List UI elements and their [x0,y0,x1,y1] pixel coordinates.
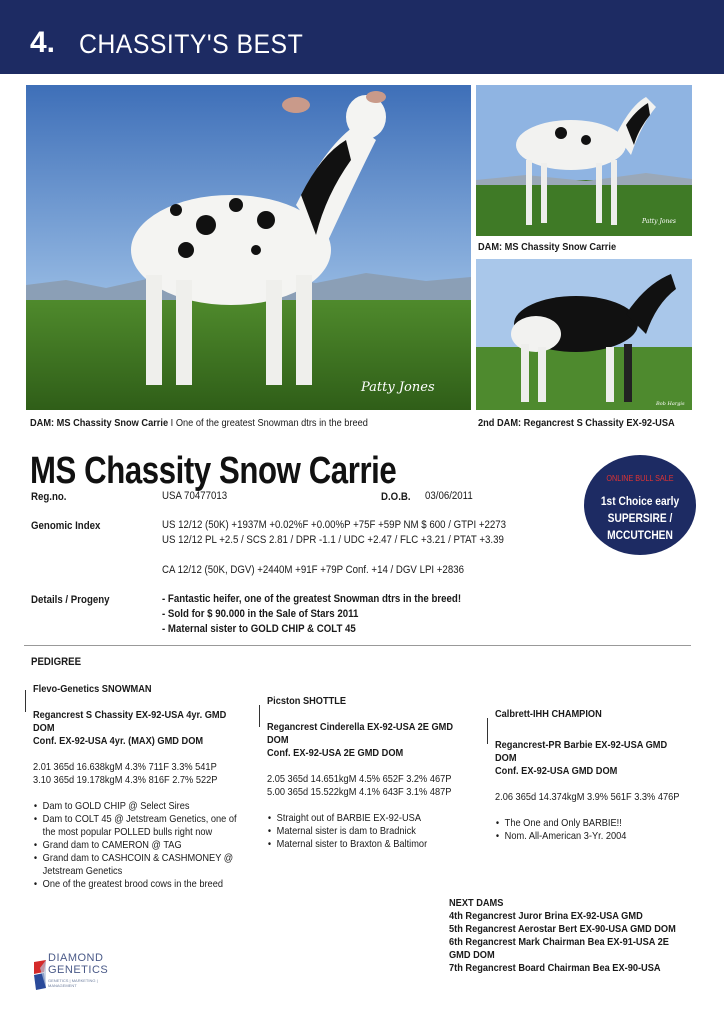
pedigree-bullet: • Nom. All-American 3-Yr. 2004 [495,830,684,843]
pedigree-bullet: • Straight out of BARBIE EX-92-USA [267,812,465,825]
details-label: Details / Progeny [31,594,110,606]
dob-value: 03/06/2011 [425,490,473,502]
logo-text: GENETICS [48,964,109,976]
second-dam-photo-caption [478,417,675,429]
pedigree-sire: Flevo-Genetics SNOWMAN [33,683,152,695]
section-number: 4. [30,26,56,59]
section-title: CHASSITY'S BEST [79,29,304,59]
pedigree-bullet: • Dam to COLT 45 @ Jetstream Genetics, one of the most popular POLLED bulls right now [33,813,240,839]
pedigree-connector [25,690,26,712]
pedigree-bullet: • Maternal sister to Braxton & Baltimor [267,838,465,851]
dam-photo [476,85,692,236]
pedigree-record: 2.05 365d 14.651kgM 4.5% 652F 3.2% 467P [267,773,452,785]
pedigree-dam-name: Regancrest S Chassity EX-92-USA 4yr. GMD DOM [33,709,227,734]
main-photo-caption-text: I One of the greatest Snowman dtrs in the breed [168,417,368,429]
pedigree-dam-name: Regancrest-PR Barbie EX-92-USA GMD DOM [495,739,668,764]
pedigree-bullet: • Dam to GOLD CHIP @ Select Sires [33,800,249,813]
pedigree-bullet: • One of the greatest brood cows in the breed [33,878,249,891]
pedigree-col-dam2 [33,683,249,891]
next-dams-heading: NEXT DAMS [449,897,504,909]
pedigree-connector [259,705,260,727]
next-dams [449,897,691,975]
pedigree-sire: Calbrett-IHH CHAMPION [495,708,602,720]
badge-line: MCCUTCHEN [607,528,673,542]
details-line: - Fantastic heifer, one of the greatest Snowman dtrs in the breed! [162,593,462,605]
next-dam-item: 5th Regancrest Aerostar Bert EX-90-USA GMD DOM [449,923,676,935]
diamond-logo-icon [32,958,48,992]
pedigree-bullet: • The One and Only BARBIE!! [495,817,684,830]
genomic-label: Genomic Index [31,520,101,532]
pedigree-conf: Conf. EX-92-USA 2E GMD DOM [267,747,404,759]
details-line: - Maternal sister to GOLD CHIP & COLT 45 [162,623,356,635]
badge-text [592,493,687,544]
badge-line: SUPERSIRE / [607,511,673,525]
next-dam-item: 7th Regancrest Board Chairman Bea EX-90-USA [449,962,661,974]
genomic-line: US 12/12 PL +2.5 / SCS 2.81 / DPR -1.1 / UDC +2.47 / FLC +3.21 / PTAT +3.39 [162,534,504,546]
pedigree-sire: Picston SHOTTLE [267,695,347,707]
diamond-genetics-logo [32,952,122,1000]
logo-tagline: GENETICS | MARKETING | MANAGEMENT [48,978,98,988]
pedigree-bullet: • Grand dam to CASHCOIN & CASHMONEY @ Jetstream Genetics [33,852,240,878]
main-cow-photo [26,85,471,410]
next-dam-item: 4th Regancrest Juror Brina EX-92-USA GMD [449,910,643,922]
photo-signature: Patty Jones [361,380,435,395]
genomic-line: CA 12/12 (50K, DGV) +2440M +91F +79P Conf. +14 / DGV LPI +2836 [162,564,464,576]
logo-text: DIAMOND [48,952,104,964]
photo-signature: Bob Hargis [656,401,685,407]
badge-line: 1st Choice early [600,494,680,508]
genomic-line: US 12/12 (50K) +1937M +0.02%F +0.00%P +75F +59P NM $ 600 / GTPI +2273 [162,519,507,531]
details-line: - Sold for $ 90.000 in the Sale of Stars 2011 [162,608,359,620]
dob-label: D.O.B. [381,491,411,503]
pedigree-bullet: • Maternal sister is dam to Bradnick [267,825,465,838]
main-photo-caption-label: DAM: MS Chassity Snow Carrie [30,417,169,429]
reg-value: USA 70477013 [162,490,228,502]
pedigree-col-dam3 [267,695,465,851]
cow-name: MS Chassity Snow Carrie [30,450,397,492]
pedigree-heading: PEDIGREE [31,656,82,668]
pedigree-record: 2.06 365d 14.374kgM 3.9% 561F 3.3% 476P [495,791,680,803]
next-dam-item: 6th Regancrest Mark Chairman Bea EX-91-USA 2E GMD DOM [449,936,669,961]
pedigree-conf: Conf. EX-92-USA 4yr. (MAX) GMD DOM [33,735,204,747]
dam-photo-caption [478,241,616,253]
dam-photo-caption-text: DAM: MS Chassity Snow Carrie [478,241,617,253]
pedigree-connector [487,718,488,744]
reg-label: Reg.no. [31,491,67,503]
page-header [0,0,724,74]
pedigree-dam-name: Regancrest Cinderella EX-92-USA 2E GMD DOM [267,721,454,746]
second-dam-photo-caption-text: 2nd DAM: Regancrest S Chassity EX-92-USA [478,417,675,429]
badge-label: ONLINE BULL SALE [606,473,674,483]
second-dam-photo [476,259,692,410]
pedigree-record: 3.10 365d 19.178kgM 4.3% 816F 2.7% 522P [33,774,218,786]
pedigree-bullet: • Grand dam to CAMERON @ TAG [33,839,249,852]
online-bull-sale-badge [584,455,696,555]
pedigree-conf: Conf. EX-92-USA GMD DOM [495,765,618,777]
photo-signature: Patty Jones [642,218,676,225]
pedigree-col-dam4 [495,708,684,843]
pedigree-record: 5.00 365d 15.522kgM 4.1% 643F 3.1% 487P [267,786,452,798]
divider [24,645,691,646]
main-photo-caption [30,417,368,429]
pedigree-record: 2.01 365d 16.638kgM 4.3% 711F 3.3% 541P [33,761,217,773]
